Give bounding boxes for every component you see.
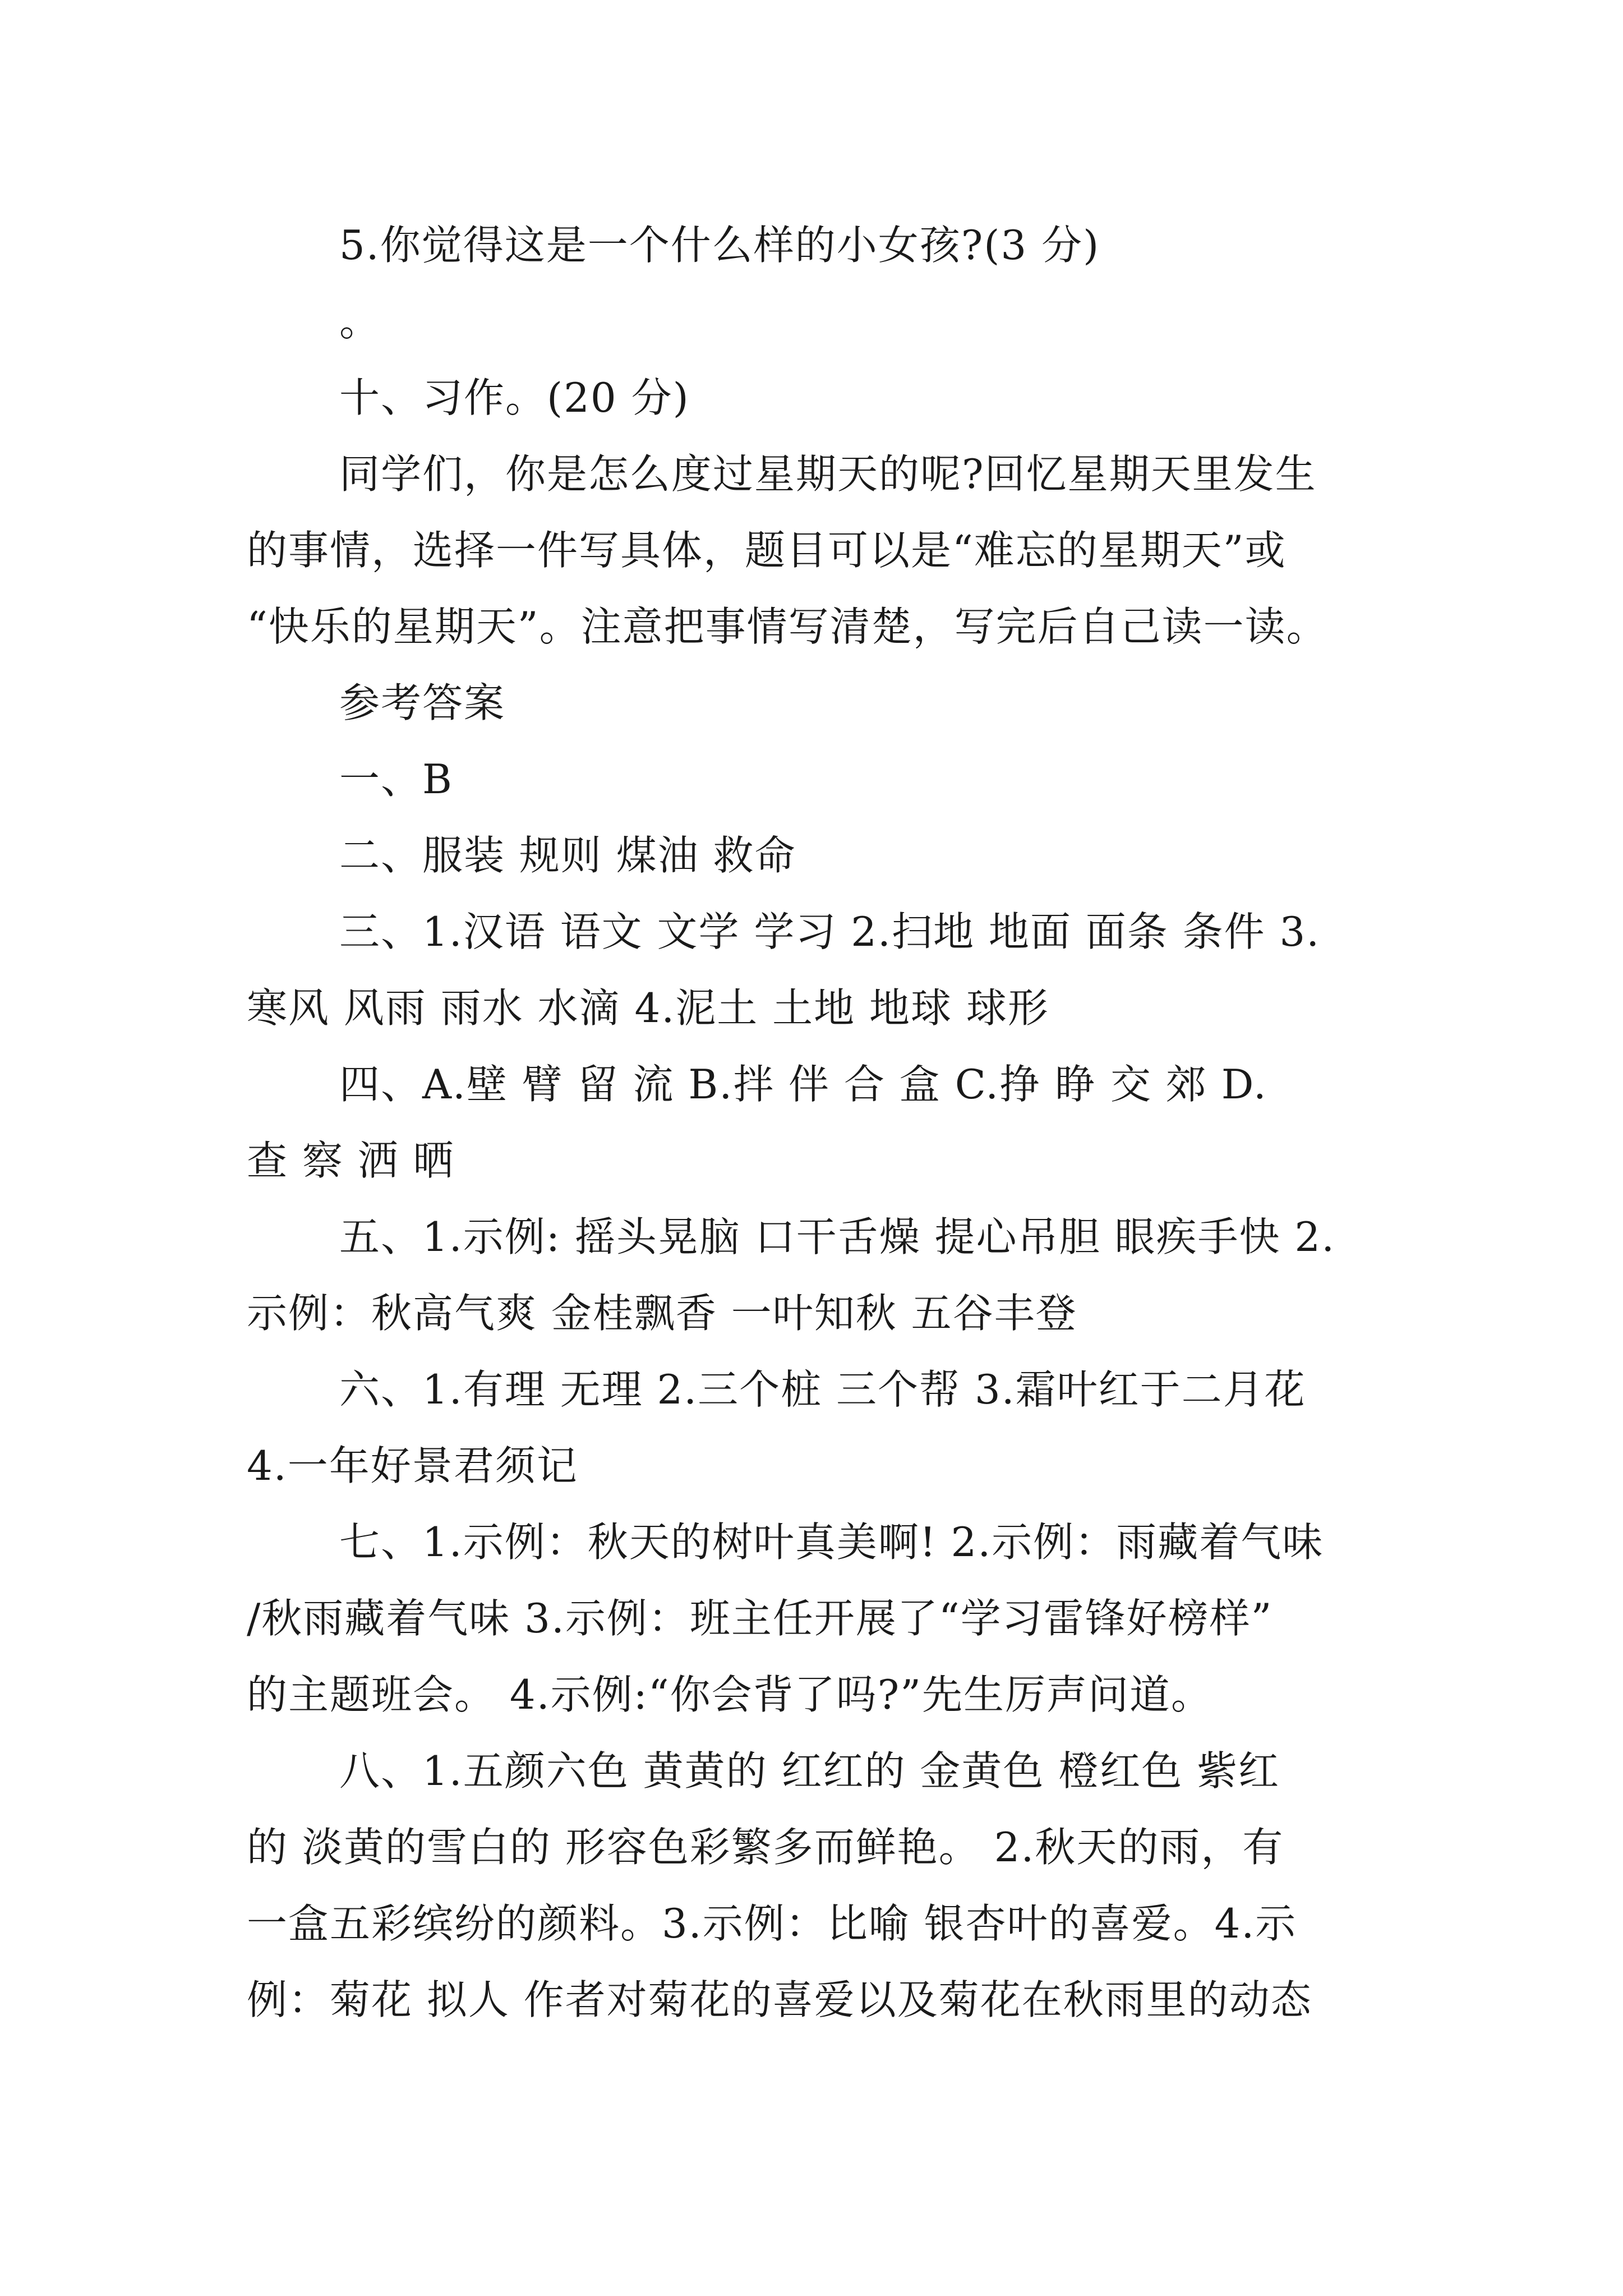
answer-line: 三、1.汉语 语文 文学 学习 2.扫地 地面 面条 条件 3.	[339, 908, 1321, 955]
answer-line: 例：菊花 拟人 作者对菊花的喜爱以及菊花在秋雨里的动态	[247, 1976, 1312, 2023]
answer-line: 查 察 洒 晒	[247, 1137, 455, 1184]
answer-line: 的 淡黄的雪白的 形容色彩繁多而鲜艳。 2.秋天的雨，有	[247, 1824, 1284, 1871]
text-line: 同学们，你是怎么度过星期天的呢?回忆星期天里发生	[339, 450, 1317, 498]
answer-line: 4.一年好景君须记	[247, 1442, 578, 1489]
answer-line: 一、B	[339, 756, 453, 803]
text-line: “快乐的星期天”。注意把事情写清楚，写完后自己读一读。	[247, 603, 1328, 650]
answer-line: 八、1.五颜六色 黄黄的 红红的 金黄色 橙红色 紫红	[339, 1747, 1280, 1795]
answer-line: 六、1.有理 无理 2.三个桩 三个帮 3.霜叶红于二月花	[339, 1366, 1306, 1413]
answer-line: 寒风 风雨 雨水 水滴 4.泥土 土地 地球 球形	[247, 984, 1049, 1032]
answer-line: 示例：秋高气爽 金桂飘香 一叶知秋 五谷丰登	[247, 1290, 1077, 1337]
text-line: 的事情，选择一件写具体，题目可以是“难忘的星期天”或	[247, 527, 1287, 574]
text-line: 5.你觉得这是一个什么样的小女孩?(3 分)	[339, 222, 1100, 269]
answer-line: 四、A.壁 臂 留 流 B.拌 伴 合 盒 C.挣 睁 交 郊 D.	[339, 1061, 1267, 1108]
answers-heading: 参考答案	[339, 679, 506, 726]
answer-line: 五、1.示例: 摇头晃脑 口干舌燥 提心吊胆 眼疾手快 2.	[339, 1213, 1336, 1260]
answer-line: 七、1.示例：秋天的树叶真美啊! 2.示例：雨藏着气味	[339, 1519, 1324, 1566]
answer-line: 二、服装 规则 煤油 救命	[339, 832, 796, 879]
answer-line: /秋雨藏着气味 3.示例：班主任开展了“学习雷锋好榜样”	[247, 1595, 1273, 1642]
answer-line: 一盒五彩缤纷的颜料。3.示例：比喻 银杏叶的喜爱。4.示	[247, 1900, 1297, 1947]
answer-line: 的主题班会。 4.示例:“你会背了吗?”先生厉声问道。	[247, 1671, 1213, 1718]
text-line: 。	[339, 298, 381, 345]
section-heading: 十、习作。(20 分)	[339, 374, 690, 421]
